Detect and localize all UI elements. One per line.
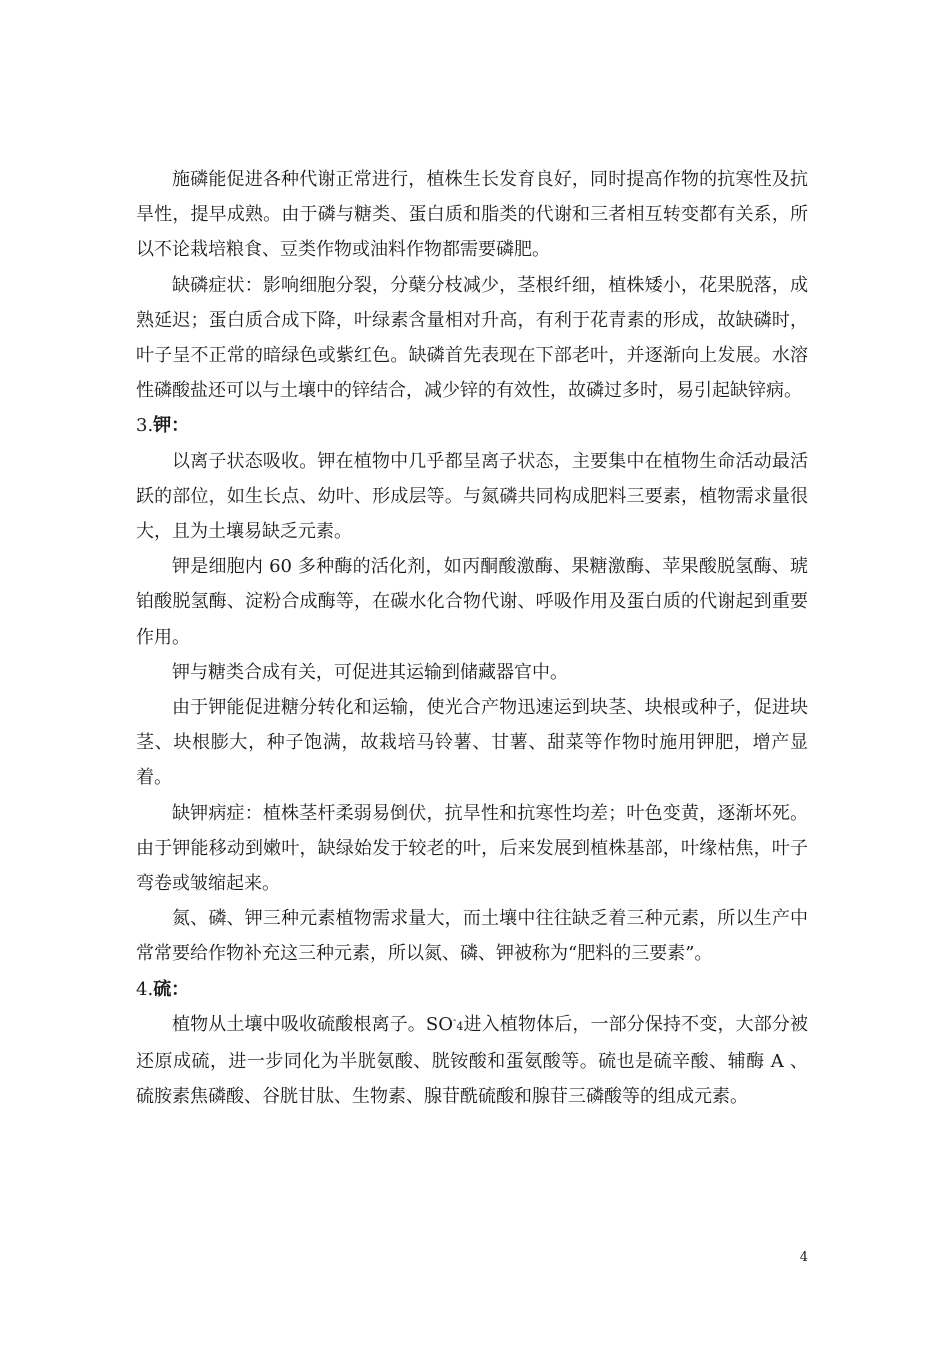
text-run: 植物从土壤中吸收硫酸根离子。SO (172, 1013, 454, 1035)
section-heading-potassium (136, 408, 808, 443)
subscript-four: 4 (456, 1019, 464, 1033)
paragraph-phosphorus-benefits: 施磷能促进各种代谢正常进行，植株生长发育良好，同时提高作物的抗寒性及抗旱性，提早成熟。由于磷与糖类、蛋白质和脂类的代谢和三者相互转变都有关系，所以不论栽培粮食、豆类作物或油料作物都需要磷肥。 (136, 169, 808, 261)
paragraph-sulfur-absorption (136, 1007, 808, 1115)
section-title: 硫： (153, 978, 190, 1000)
paragraph-phosphorus-deficiency: 缺磷症状：影响细胞分裂，分蘖分枝减少，茎根纤细，植株矮小，花果脱落，成熟延迟；蛋白质合成下降，叶绿素含量相对升高，有利于花青素的形成，故缺磷时，叶子呈不正常的暗绿色或紫红色。缺磷首先表现在下部老叶，并逐渐向上发展。水溶性磷酸盐还可以与土壤中的锌结合，减少锌的有效性，故磷过多时，易引起缺锌病。 (136, 274, 808, 402)
document-body (136, 162, 808, 1114)
section-number: 4. (136, 978, 154, 1000)
page-number: 4 (799, 1250, 808, 1265)
paragraph-potassium-deficiency: 缺钾病症：植株茎杆柔弱易倒伏，抗旱性和抗寒性均差；叶色变黄，逐渐坏死。由于钾能移动到嫩叶，缺绿始发于较老的叶，后来发展到植株基部，叶缘枯焦，叶子弯卷或皱缩起来。 (136, 802, 808, 895)
section-number: 3. (136, 415, 154, 437)
text-run: 进入植物体后，一部分保持不变，大部分被还原成硫，进一步同化为半胱氨酸、胱铵酸和蛋氨酸等。硫也是硫辛酸、辅酶 A 、硫胺素焦磷酸、谷胱甘肽、生物素、腺苷酰硫酸和腺苷三磷酸等的组成元素。 (136, 1013, 809, 1108)
paragraph-three-elements: 氮、磷、钾三种元素植物需求量大，而土壤中往往缺乏着三种元素，所以生产中常常要给作物补充这三种元素，所以氮、磷、钾被称为“肥料的三要素”。 (136, 908, 808, 965)
paragraph-potassium-enzymes: 钾是细胞内 60 多种酶的活化剂，如丙酮酸激酶、果糖激酶、苹果酸脱氢酶、琥铂酸脱氢酶、淀粉合成酶等，在碳水化合物代谢、呼吸作用及蛋白质的代谢起到重要作用。 (136, 556, 808, 648)
section-heading-sulfur (136, 972, 808, 1007)
section-title: 钾： (153, 415, 190, 437)
paragraph-potassium-absorption: 以离子状态吸收。钾在植物中几乎都呈离子状态，主要集中在植物生命活动最活跃的部位，如生长点、幼叶、形成层等。与氮磷共同构成肥料三要素，植物需求量很大，且为土壤易缺乏元素。 (136, 450, 808, 543)
superscript-charge: - (453, 1014, 457, 1026)
paragraph-potassium-sugar: 钾与糖类合成有关，可促进其运输到储藏器官中。 (172, 661, 568, 683)
paragraph-potassium-transport: 由于钾能促进糖分转化和运输，使光合产物迅速运到块茎、块根或种子，促进块茎、块根膨大，种子饱满，故栽培马铃薯、甘薯、甜菜等作物时施用钾肥，增产显着。 (136, 697, 808, 789)
